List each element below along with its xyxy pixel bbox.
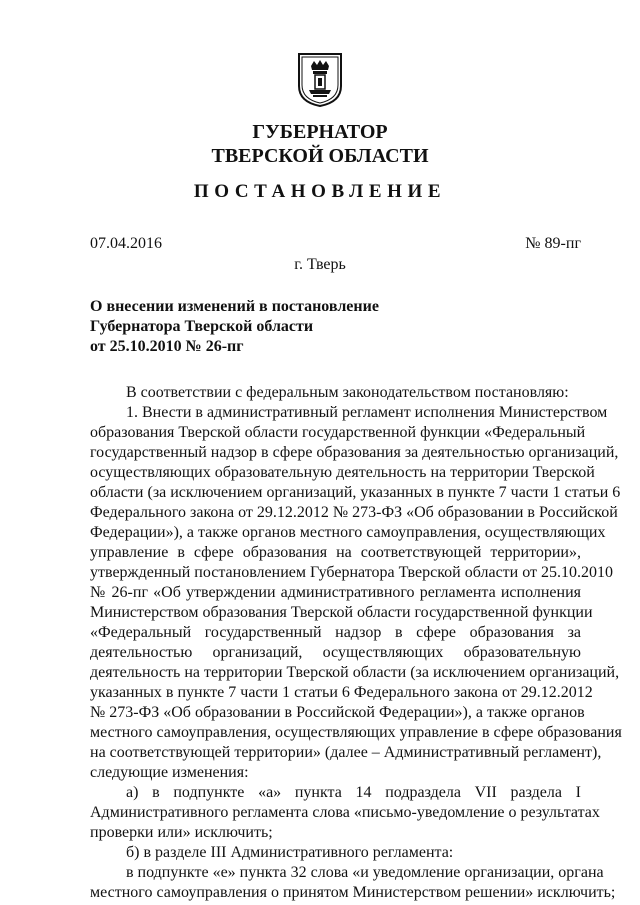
body-line: деятельность на территории Тверской области (за исключением организаций, xyxy=(90,664,620,681)
body-line: проверки или» исключить; xyxy=(90,824,273,841)
body-line: на соответствующей территории» (далее – Административный регламент), xyxy=(90,744,602,761)
subject-line: Губернатора Тверской области xyxy=(90,318,314,335)
document-subject xyxy=(90,297,379,357)
body-line: б) в разделе III Административного регламента: xyxy=(126,844,454,861)
body-line: осуществляющих образовательную деятельность на территории Тверской xyxy=(90,464,595,481)
document-body xyxy=(90,383,622,903)
document-number: № 89-пг xyxy=(525,235,581,252)
body-line: управление в сфере образования на соответствующей территории», xyxy=(90,544,581,561)
body-line: Федерального закона от 29.12.2012 № 273-ФЗ «Об образовании в Российской xyxy=(90,504,618,521)
body-line: области (за исключением организаций, указанных в пункте 7 части 1 статьи 6 xyxy=(90,484,621,501)
body-line: Министерством образования Тверской области государственной функции xyxy=(90,604,593,621)
body-line: В соответствии с федеральным законодательством постановляю: xyxy=(126,384,569,401)
coat-of-arms-icon xyxy=(297,52,343,108)
subject-line: от 25.10.2010 № 26-пг xyxy=(90,338,244,355)
body-line: местного самоуправления о принятом Министерством решении» исключить; xyxy=(90,884,616,901)
body-line: деятельностью организаций, осуществляющих образовательную xyxy=(90,644,581,661)
document-date: 07.04.2016 xyxy=(90,235,162,252)
body-line: Федерации»), а также органов местного самоуправления, осуществляющих xyxy=(90,524,606,541)
body-line: № 26-пг «Об утверждении административного регламента исполнения xyxy=(90,584,581,601)
body-line: «Федеральный государственный надзор в сфере образования за xyxy=(90,624,581,641)
body-line: 1. Внести в административный регламент исполнения Министерством xyxy=(126,404,608,421)
issuer-title: ГУБЕРНАТОР xyxy=(252,121,388,143)
body-line: государственный надзор в сфере образования за деятельностью организаций, xyxy=(90,444,619,461)
body-line: следующие изменения: xyxy=(90,764,249,781)
document-city: г. Тверь xyxy=(294,256,346,273)
body-line: указанных в пункте 7 части 1 статьи 6 Федерального закона от 29.12.2012 xyxy=(90,684,593,701)
body-line: а) в подпункте «а» пункта 14 подраздела VII раздела I xyxy=(126,784,581,801)
body-line: в подпункте «е» пункта 32 слова «и уведомление организации, органа xyxy=(126,864,604,881)
body-line: местного самоуправления, осуществляющих управление в сфере образования xyxy=(90,724,622,741)
document-type: ПОСТАНОВЛЕНИЕ xyxy=(193,181,447,202)
subject-line: О внесении изменений в постановление xyxy=(90,298,379,315)
body-line: № 273-ФЗ «Об образовании в Российской Федерации»), а также органов xyxy=(90,704,585,721)
body-line: образования Тверской области государственной функции «Федеральный xyxy=(90,424,586,441)
body-line: Административного регламента слова «письмо-уведомление о результатах xyxy=(90,804,600,821)
body-line: утвержденный постановлением Губернатора Тверской области от 25.10.2010 xyxy=(90,564,614,581)
issuer-region: ТВЕРСКОЙ ОБЛАСТИ xyxy=(211,145,429,167)
